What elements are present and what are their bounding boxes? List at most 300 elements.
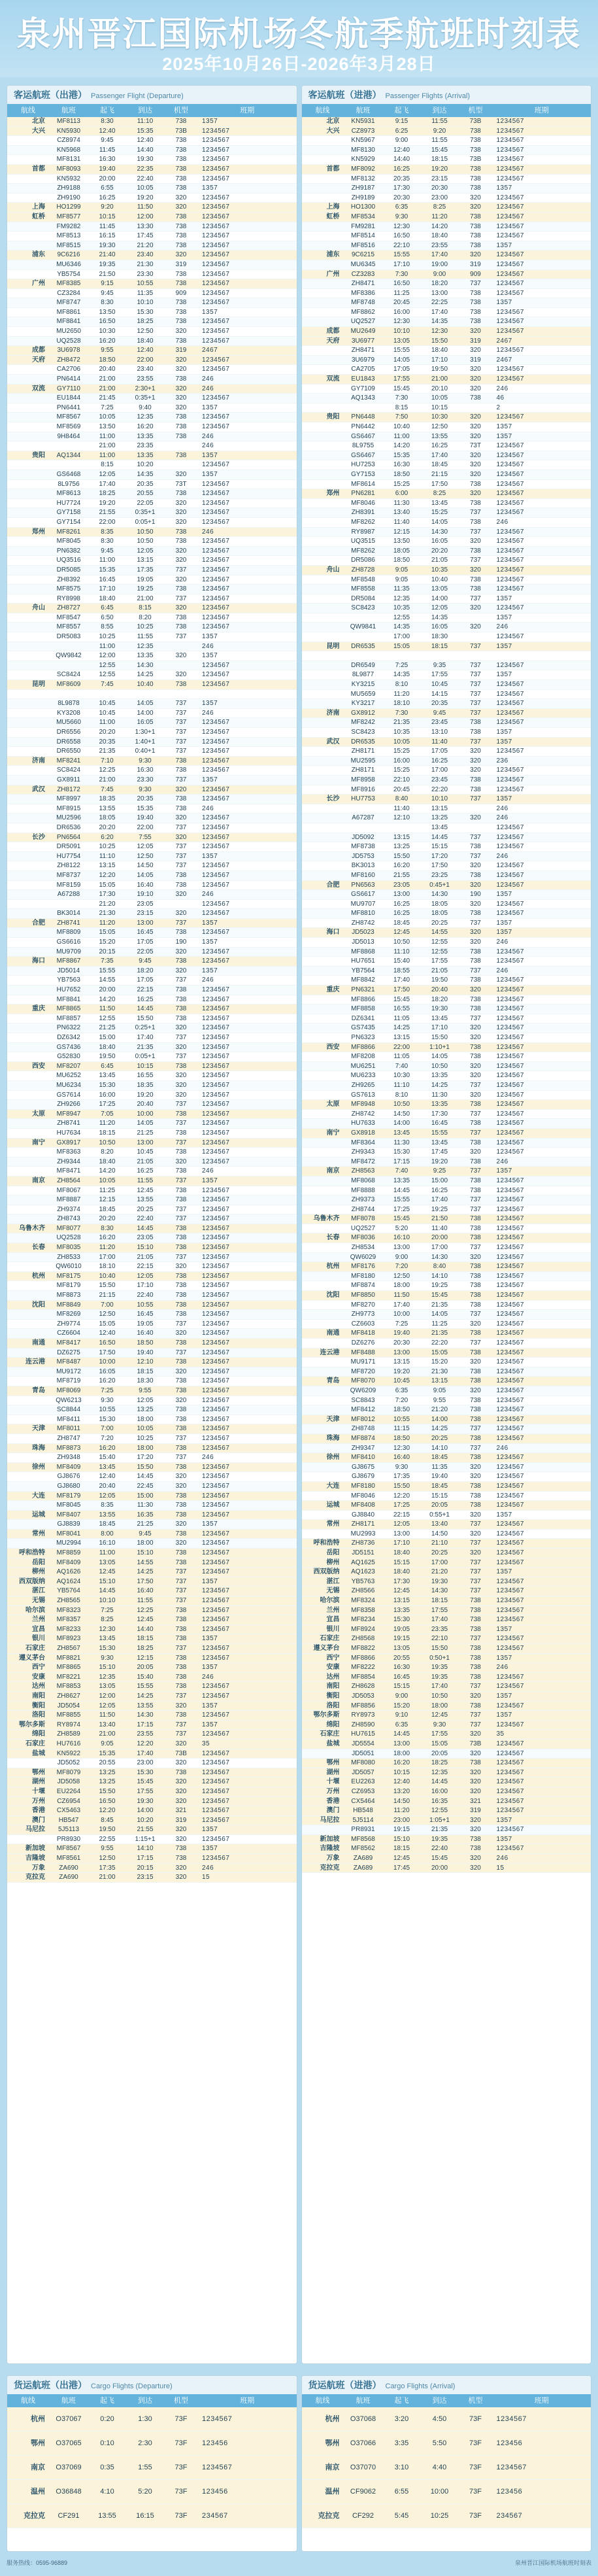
flight-cell: 9C6215 [351,251,375,259]
flight-cell: DR5086 [351,557,375,564]
aircraft-cell: 320 [175,814,187,822]
flight-cell: ZH8122 [57,862,80,870]
aircraft-cell: 738 [470,575,481,583]
days-cell: 1357 [496,432,512,440]
route-cell: 银川 [326,1625,340,1633]
arrive-cell: 16:00 [431,1787,448,1795]
route-cell [302,1339,344,1348]
arrive-cell: 17:40 [431,1196,448,1204]
takeoff-cell: 15:05 [99,881,116,889]
flight-row [7,1520,297,1530]
route-cell [302,1749,344,1759]
takeoff-cell: 14:35 [393,671,410,679]
days-cell: 1234567 [202,194,230,201]
days-cell: 1234567 [496,1539,524,1547]
route-cell [302,613,344,623]
route-cell [7,1253,49,1262]
column-takeoff: 起飞 [394,2397,409,2405]
route-cell: 洛阳 [326,1702,340,1709]
days-cell: 1234567 [496,995,524,1003]
days-cell: 1234567 [202,814,230,822]
flight-cell: MF8874 [351,1434,375,1442]
flight-row [7,1091,297,1101]
route-cell: 银川 [32,1635,45,1643]
arrive-cell: 19:20 [137,194,154,201]
days-cell: 234567 [496,2512,523,2520]
aircraft-cell: 320 [175,1787,187,1795]
takeoff-cell: 11:50 [99,1711,116,1719]
route-cell [302,594,344,604]
arrive-cell: 15:45 [137,1778,154,1786]
aircraft-cell: 319 [175,1816,187,1824]
days-cell: 1234567 [496,1091,524,1099]
arrive-cell: 19:25 [431,1282,448,1290]
arrive-cell: 13:45 [431,1014,448,1022]
flight-cell: CF291 [58,2512,80,2520]
days-cell: 1234567 [496,719,524,727]
route-cell [302,1310,344,1319]
aircraft-cell: 738 [175,1530,187,1537]
aircraft-cell: 320 [470,1826,481,1834]
passenger-section [7,85,591,2364]
days-cell: 1234567 [496,1807,524,1815]
flight-row [302,1043,591,1053]
takeoff-cell: 10:55 [393,1415,410,1423]
flight-cell: HU7651 [351,957,375,965]
flight-cell: MF8067 [56,1186,81,1194]
column-flight: 航班 [61,107,76,114]
flight-cell: YB5763 [351,1577,375,1585]
arrive-cell: 10:30 [431,413,448,421]
route-cell [302,279,344,288]
days-cell: 246 [202,1864,214,1872]
arrive-cell: 17:15 [137,1721,154,1728]
arrive-cell: 11:55 [431,137,448,145]
takeoff-cell: 12:25 [99,766,116,774]
aircraft-cell: 738 [175,1549,187,1557]
flight-cell: CX5463 [56,1807,81,1815]
aircraft-cell: 738 [175,432,187,440]
flight-row [7,1195,297,1205]
flight-cell: MF8850 [351,1292,375,1299]
flight-row [302,422,591,432]
flight-row [7,1721,297,1730]
route-cell [7,766,49,775]
arrive-cell: 13:35 [137,451,154,459]
takeoff-cell: 16:15 [99,232,116,240]
arrive-cell: 18:15 [431,156,448,163]
flight-cell: 9H8464 [57,432,80,440]
aircraft-cell: 320 [470,347,481,354]
takeoff-cell: 15:30 [393,1616,410,1624]
flight-cell: 3U6977 [351,337,375,345]
flight-cell: MU9172 [56,1367,81,1375]
flight-cell: GS6616 [56,938,81,946]
aircraft-cell: 320 [175,1835,187,1843]
days-cell: 1234567 [202,1511,230,1519]
arrive-cell: 17:40 [431,1616,448,1624]
flight-row [302,1711,591,1721]
days-cell: 1234567 [496,1367,524,1375]
arrive-cell: 14:05 [431,518,448,526]
takeoff-cell: 13:25 [99,1768,116,1776]
route-cell: 盐城 [326,1740,340,1747]
days-cell: 1234567 [202,232,230,240]
flight-cell: ZH8565 [57,1597,80,1605]
flight-cell: MF8568 [351,1835,375,1843]
takeoff-cell: 21:35 [393,719,410,727]
aircraft-cell: 320 [175,1759,187,1767]
days-cell: 1234567 [202,366,230,373]
flight-cell: GY7154 [56,518,81,526]
aircraft-cell: 738 [470,1406,481,1414]
flight-cell: HU7753 [351,795,375,803]
route-cell: 太原 [326,1101,340,1108]
flight-row [7,651,297,661]
days-cell: 1234567 [202,1263,230,1271]
flight-row [302,881,591,891]
route-cell [302,508,344,517]
takeoff-cell: 16:20 [99,1234,116,1242]
aircraft-cell: 320 [175,604,187,612]
aircraft-cell: 738 [175,1654,187,1662]
flight-cell: EU1844 [56,394,81,402]
flight-row [302,566,591,575]
aircraft-cell: 73T [175,480,187,488]
route-cell [302,499,344,508]
days-cell: 1234567 [496,1587,524,1595]
days-cell: 1234567 [496,375,524,383]
arrive-cell: 15:35 [137,804,154,812]
arrive-cell: 9:45 [139,1530,152,1537]
aircraft-cell: 737 [175,776,187,783]
flight-row [7,337,297,347]
route-cell [7,470,49,479]
flight-cell: MF8358 [351,1606,375,1614]
flight-cell: MF8609 [56,681,81,689]
arrive-cell: 0:05+1 [135,1053,156,1061]
flight-row [302,308,591,318]
takeoff-cell: 15:35 [393,451,410,459]
days-cell: 1234567 [496,203,524,211]
flight-row [302,976,591,986]
days-cell: 1234567 [496,709,524,717]
flight-cell: JD5051 [352,1749,374,1757]
column-days: 班期 [240,107,255,114]
flight-row [302,146,591,156]
aircraft-cell: 738 [470,1454,481,1462]
column-arrive: 到达 [138,2397,152,2405]
arrive-cell: 8:25 [433,203,446,211]
aircraft-cell: 737 [470,1444,481,1452]
days-cell: 1234567 [496,1778,524,1786]
flight-row [7,1854,297,1864]
arrive-cell: 19:50 [431,976,448,984]
flight-row [7,1501,297,1511]
arrive-cell: 22:05 [137,948,154,955]
takeoff-cell: 15:05 [99,929,116,936]
days-cell: 1234567 [496,1826,524,1834]
route-cell [302,1386,344,1396]
arrive-cell: 8:20 [139,613,152,621]
aircraft-cell: 738 [470,585,481,593]
route-cell [302,785,344,795]
flight-row [7,928,297,938]
arrive-cell: 1:30+1 [135,729,156,736]
aircraft-cell: 737 [175,1034,187,1041]
flight-row [302,1281,591,1291]
cargo-arrival-title-cn: 货运航班（进港） [308,2380,382,2390]
days-cell: 246 [202,709,214,717]
takeoff-cell: 10:35 [393,604,410,612]
takeoff-cell: 22:15 [393,1511,410,1519]
aircraft-cell: 738 [175,804,187,812]
days-cell: 1357 [202,938,218,946]
takeoff-cell: 17:35 [393,1473,410,1481]
flight-cell: MF8873 [56,1292,81,1299]
flight-cell: O37070 [350,2464,376,2471]
aircraft-cell: 320 [175,1158,187,1165]
aircraft-cell: 737 [175,1692,187,1700]
route-cell [7,1091,49,1100]
flight-row [7,1071,297,1081]
aircraft-cell [459,613,493,623]
route-cell [302,757,344,766]
days-cell: 1234567 [496,509,524,517]
flight-cell: SC8844 [56,1406,81,1414]
takeoff-cell: 12:20 [393,1492,410,1500]
takeoff-cell: 8:20 [101,1148,114,1156]
flight-row [302,528,591,538]
aircraft-cell: 738 [175,1406,187,1414]
days-cell: 1234567 [496,1014,524,1022]
takeoff-cell: 17:10 [393,260,410,268]
days-cell: 1234567 [496,1683,524,1691]
route-cell [7,842,49,851]
arrive-cell: 18:25 [137,1645,154,1652]
route-cell [7,1148,49,1157]
takeoff-cell: 21:00 [99,442,116,450]
route-cell: 上海 [32,203,45,211]
arrive-cell: 20:35 [137,480,154,488]
flight-row [7,718,297,728]
arrive-cell: 10:15 [137,1062,154,1070]
flight-cell: DR5084 [351,594,375,602]
flight-cell: MF8270 [351,1301,375,1309]
flight-row [7,909,297,919]
flight-cell: MF8569 [56,423,81,430]
route-cell [7,1434,49,1443]
days-cell: 1357 [496,891,512,899]
flight-cell: YB5754 [57,270,80,278]
flight-row [7,508,297,518]
days-cell: 1234567 [496,1558,524,1566]
route-cell [302,871,344,880]
days-cell: 1234567 [496,538,524,545]
days-cell: 1234567 [496,222,524,230]
column-aircraft: 机型 [174,107,188,114]
days-cell: 1234567 [496,1062,524,1070]
flight-cell: MF8613 [56,490,81,498]
days-cell: 1234567 [496,1053,524,1061]
route-cell [7,1186,49,1195]
flight-row [302,203,591,213]
aircraft-cell: 738 [470,1482,481,1490]
route-cell: 克拉克 [24,2512,45,2520]
flight-cell: HU7724 [56,499,81,507]
flight-row [7,871,297,881]
arrive-cell: 10:25 [137,1434,154,1442]
flight-row [302,1014,591,1024]
flight-cell: MF8323 [56,1606,81,1614]
flight-row [7,1158,297,1167]
arrive-cell: 22:00 [137,823,154,831]
days-cell: 1357 [496,1625,512,1633]
route-cell [302,1224,344,1233]
days-cell: 246 [496,623,508,631]
flight-cell: KN5922 [56,1749,81,1757]
aircraft-cell: 738 [470,1053,481,1061]
days-cell: 1234567 [496,1311,524,1318]
route-cell [302,1176,344,1186]
aircraft-cell: 320 [470,862,481,870]
takeoff-cell: 14:25 [393,1024,410,1032]
arrive-cell: 21:20 [137,241,154,249]
flight-row [302,776,591,785]
days-cell: 1234567 [202,1282,230,1290]
arrive-cell: 10:45 [137,1148,154,1156]
aircraft-cell: 738 [470,213,481,220]
aircraft-cell: 738 [175,308,187,316]
flight-cell: GS7614 [56,1091,81,1099]
takeoff-cell: 17:15 [393,1158,410,1165]
days-cell: 246 [496,938,508,946]
flight-row [302,1444,591,1454]
arrive-cell: 21:25 [137,1129,154,1137]
flight-cell: ZH9347 [351,1444,375,1452]
route-cell: 上海 [326,203,340,211]
flight-row [7,1663,297,1673]
takeoff-cell: 17:55 [393,375,410,383]
route-cell [7,1348,49,1358]
flight-row [7,1682,297,1692]
takeoff-cell: 9:45 [101,137,114,145]
route-cell [302,804,344,814]
days-cell: 246 [496,1158,508,1165]
route-cell [7,222,49,232]
takeoff-cell: 20:40 [99,366,116,373]
takeoff-cell: 7:00 [101,1425,114,1433]
flight-cell: O36848 [56,2488,82,2496]
takeoff-cell: 13:55 [99,1511,116,1519]
aircraft-cell: 738 [470,1645,481,1652]
route-cell [7,1320,49,1329]
flight-cell: DZ6275 [57,1348,80,1356]
takeoff-cell: 17:40 [393,976,410,984]
aircraft-cell: 737 [175,862,187,870]
takeoff-cell: 7:05 [101,1110,114,1118]
flight-cell [344,823,383,833]
route-cell: 万象 [326,1855,340,1863]
aircraft-cell: 320 [175,833,187,841]
flight-cell: ZH9266 [57,1101,80,1108]
aircraft-cell: 320 [175,1864,187,1872]
route-cell: 南宁 [326,1129,340,1137]
column-takeoff: 起飞 [394,107,409,114]
route-cell [7,1453,49,1462]
aircraft-cell: 320 [470,375,481,383]
aircraft-cell: 737 [470,1196,481,1204]
flight-row [302,594,591,604]
flight-cell: KY3215 [351,681,375,689]
takeoff-cell: 10:30 [99,328,116,335]
route-cell [7,365,49,374]
flight-row [7,1806,297,1816]
flight-cell: ZH8472 [57,356,80,364]
days-cell: 1357 [496,1816,512,1824]
flight-row [302,986,591,995]
aircraft-cell: 738 [470,1654,481,1662]
route-cell [7,155,49,164]
arrive-cell [421,651,459,661]
arrive-cell: 15:35 [137,127,154,135]
flight-row [302,1721,591,1730]
aircraft-cell: 73B [469,1740,482,1747]
arrive-cell: 9:20 [433,127,446,135]
route-cell [302,909,344,918]
takeoff-cell: 19:50 [99,1826,116,1834]
route-cell [302,1253,344,1262]
flight-cell: MF8822 [351,1645,375,1652]
arrive-cell: 18:05 [431,910,448,918]
takeoff-cell: 11:40 [393,804,410,812]
days-cell: 1234567 [202,1386,230,1394]
route-cell: 宜昌 [326,1616,340,1624]
takeoff-cell: 11:00 [99,719,116,727]
takeoff-cell: 9:05 [395,575,408,583]
flight-row [7,1253,297,1263]
aircraft-cell: 737 [470,852,481,860]
arrive-cell: 8:40 [433,1263,446,1271]
takeoff-cell: 15:45 [393,385,410,392]
route-cell: 哈尔滨 [320,1597,340,1605]
takeoff-cell: 15:30 [393,1148,410,1156]
page-subtitle: 2025年10月26日-2026年3月28日 [162,54,436,74]
arrive-cell: 12:55 [431,938,448,946]
takeoff-cell: 17:10 [393,1539,410,1547]
aircraft-cell: 319 [470,356,481,364]
flight-row [7,250,297,260]
aircraft-cell: 73F [174,2464,188,2471]
takeoff-cell: 12:05 [99,1702,116,1709]
aircraft-cell: 320 [470,929,481,936]
aircraft-cell: 73F [469,2415,482,2423]
flight-row [7,451,297,461]
takeoff-cell: 14:20 [393,442,410,450]
aircraft-cell: 320 [175,652,187,660]
arrive-cell: 17:50 [431,862,448,870]
arrive-cell: 11:30 [137,1502,154,1509]
arrive-cell: 14:10 [137,1845,154,1853]
flight-cell: MF8557 [56,623,81,631]
aircraft-cell: 737 [175,1721,187,1728]
takeoff-cell: 12:05 [393,1520,410,1528]
flight-cell: MU6252 [56,1072,81,1080]
takeoff-cell: 12:00 [99,652,116,660]
arrive-cell: 10:25 [430,2512,449,2520]
arrive-cell: 13:00 [137,1139,154,1146]
flight-cell: A67287 [352,814,374,822]
